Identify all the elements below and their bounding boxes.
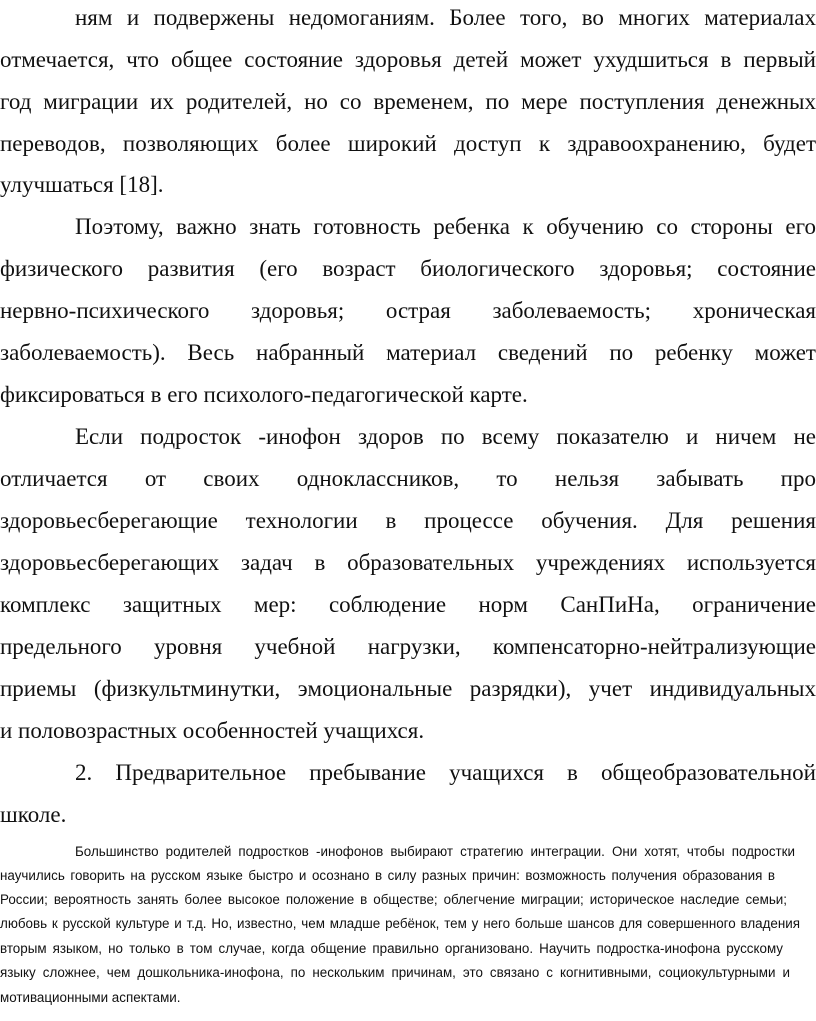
text-line: нервно-психического здоровья; острая заболеваемость; хроническая bbox=[0, 298, 816, 323]
text-line: предельного уровня учебной нагрузки, компенсаторно-нейтрализующие bbox=[0, 634, 816, 659]
text-line: переводов, позволяющих более широкий доступ к здравоохранению, будет bbox=[0, 131, 816, 156]
text-line: здоровьесберегающие технологии в процессе обучения. Для решения bbox=[0, 508, 816, 533]
text-line: заболеваемость). Весь набранный материал сведений по ребенку может bbox=[0, 340, 816, 365]
text-line: здоровьесберегающих задач в образовательных учреждениях используется bbox=[0, 550, 816, 575]
note-line: России; вероятность занять более высокое положение в обществе; облегчение миграции; историческое наследие семьи; bbox=[0, 892, 787, 907]
text-line: год миграции их родителей, но со временем, по мере поступления денежных bbox=[0, 89, 816, 114]
text-line: Поэтому, важно знать готовность ребенка к обучению со стороны его bbox=[75, 214, 816, 239]
text-line: ням и подвержены недомоганиям. Более того, во многих материалах bbox=[75, 5, 816, 30]
text-line: улучшаться [18]. bbox=[0, 172, 164, 197]
note-line: вторым языком, но только в том случае, когда общение правильно организовано. Научить подростка-инофона русскому bbox=[0, 941, 783, 956]
text-line: физического развития (его возраст биологического здоровья; состояние bbox=[0, 256, 816, 281]
text-line: Если подросток -инофон здоров по всему показателю и ничем не bbox=[75, 424, 816, 449]
text-line: 2. Предварительное пребывание учащихся в общеобразовательной bbox=[75, 760, 816, 785]
note-line: мотивационными аспектами. bbox=[0, 990, 181, 1005]
text-line: отличается от своих одноклассников, то нельзя забывать про bbox=[0, 466, 816, 491]
note-line: языку сложнее, чем дошкольника-инофона, по нескольким причинам, это связано с когнитивными, социокультурными и bbox=[0, 965, 790, 980]
text-line: школе. bbox=[0, 802, 67, 827]
note-line: научились говорить на русском языке быстро и осознано в силу разных причин: возможность получения образования в bbox=[0, 868, 775, 883]
note-line: любовь к русской культуре и т.д. Но, известно, чем младше ребёнок, тем у него больше шансов для совершенного владения bbox=[0, 916, 800, 931]
text-line: комплекс защитных мер: соблюдение норм СанПиНа, ограничение bbox=[0, 592, 816, 617]
text-line: и половозрастных особенностей учащихся. bbox=[0, 718, 425, 743]
text-line: фиксироваться в его психолого-педагогической карте. bbox=[0, 382, 528, 407]
note-line: Большинство родителей подростков -инофонов выбирают стратегию интеграции. Они хотят, чтобы подростки bbox=[75, 844, 795, 859]
text-line: приемы (физкультминутки, эмоциональные разрядки), учет индивидуальных bbox=[0, 676, 816, 701]
text-line: отмечается, что общее состояние здоровья детей может ухудшиться в первый bbox=[0, 47, 816, 72]
